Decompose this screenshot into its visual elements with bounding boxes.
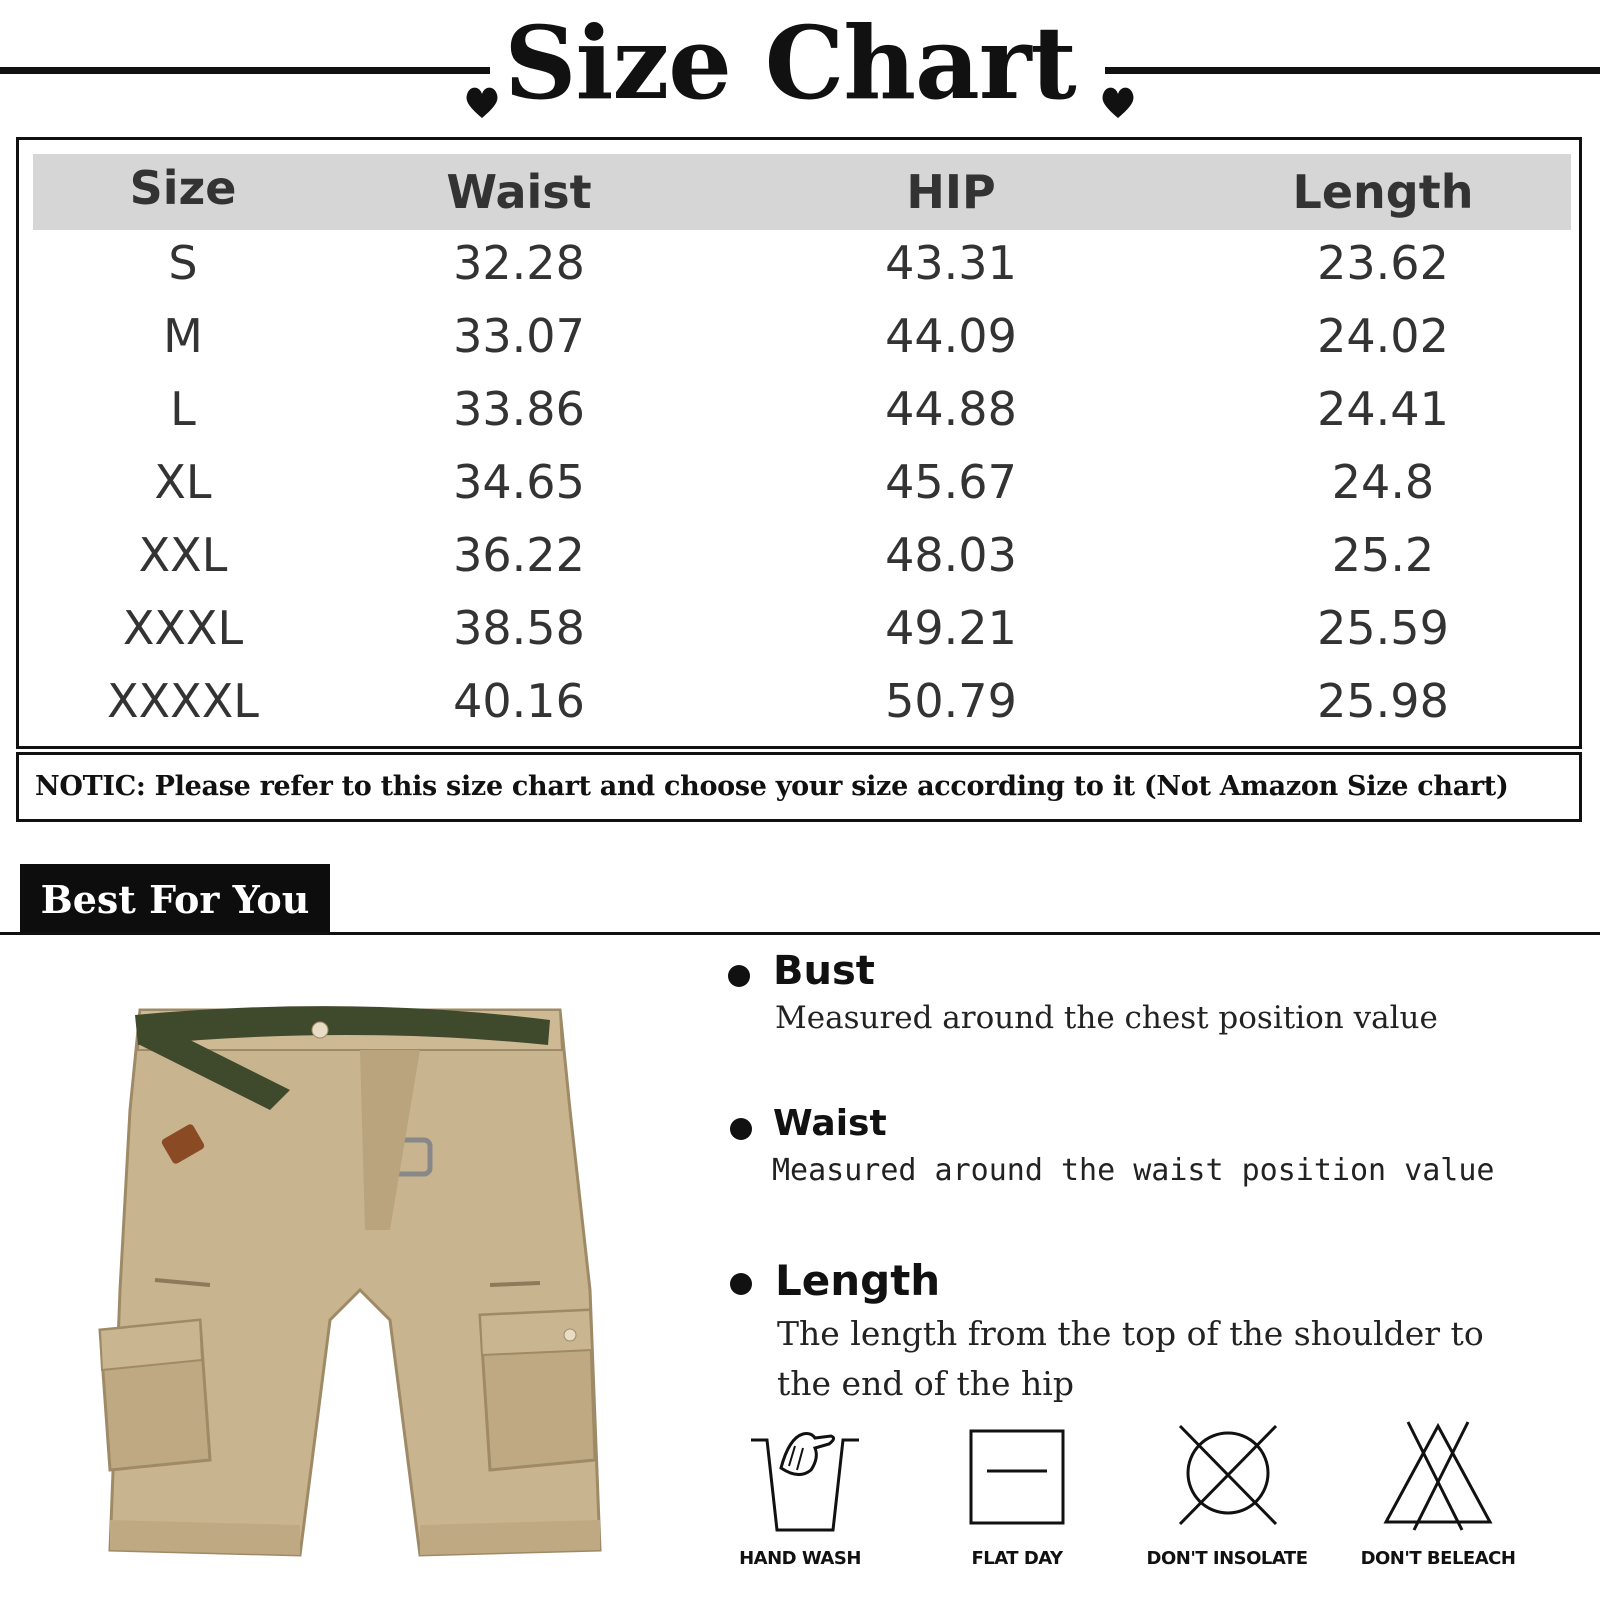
- cell-hip: 50.79: [885, 674, 1017, 728]
- cell-size: XXL: [138, 528, 228, 582]
- flat-dry-icon: [963, 1423, 1083, 1543]
- dont-insolate-label: DON'T INSOLATE: [1146, 1548, 1308, 1569]
- table-header-row: [33, 154, 1571, 230]
- bullet-icon: [730, 1118, 752, 1140]
- cell-hip: 44.88: [885, 382, 1017, 436]
- cell-waist: 33.07: [453, 309, 585, 363]
- dont-bleach-icon: [1378, 1418, 1498, 1538]
- cell-hip: 45.67: [885, 455, 1017, 509]
- best-for-you-tab: Best For You: [20, 864, 330, 934]
- size-table: [16, 137, 1582, 749]
- cell-length: 23.62: [1317, 236, 1449, 290]
- cell-hip: 49.21: [885, 601, 1017, 655]
- column-header-waist: Waist: [446, 165, 592, 219]
- cell-hip: 43.31: [885, 236, 1017, 290]
- cell-hip: 44.09: [885, 309, 1017, 363]
- cell-length: 25.98: [1317, 674, 1449, 728]
- cell-waist: 36.22: [453, 528, 585, 582]
- cell-size: XL: [154, 455, 212, 509]
- cell-size: M: [163, 309, 203, 363]
- cell-waist: 32.28: [453, 236, 585, 290]
- column-header-length: Length: [1292, 165, 1474, 219]
- table-row: [33, 449, 1571, 515]
- table-row: [33, 668, 1571, 734]
- measure-desc-length-line2: the end of the hip: [777, 1364, 1074, 1403]
- cell-length: 24.02: [1317, 309, 1449, 363]
- cell-size: XXXL: [122, 601, 244, 655]
- flat-dry-label: FLAT DAY: [971, 1548, 1063, 1569]
- measure-title-waist: Waist: [773, 1103, 887, 1144]
- table-row: [33, 376, 1571, 442]
- cell-waist: 33.86: [453, 382, 585, 436]
- page-title: Size Chart: [504, 4, 1076, 122]
- heart-icon-right: [1098, 82, 1138, 122]
- hand-wash-label: HAND WASH: [739, 1548, 861, 1569]
- measure-title-length: Length: [775, 1256, 941, 1305]
- measure-title-bust: Bust: [773, 948, 875, 994]
- cell-length: 25.2: [1331, 528, 1435, 582]
- cell-size: L: [170, 382, 196, 436]
- hand-wash-icon: [745, 1418, 865, 1538]
- measure-desc-length-line1: The length from the top of the shoulder to: [777, 1314, 1484, 1353]
- size-notice: NOTIC: Please refer to this size chart and choose your size according to it (Not Amazon Size chart): [16, 752, 1582, 822]
- measure-desc-waist: Measured around the waist position value: [772, 1153, 1495, 1188]
- dont-insolate-icon: [1168, 1418, 1288, 1538]
- cell-size: S: [168, 236, 198, 290]
- cell-waist: 40.16: [453, 674, 585, 728]
- table-row: [33, 230, 1571, 296]
- column-header-hip: HIP: [906, 165, 996, 219]
- section-divider: [0, 932, 1600, 935]
- cell-waist: 34.65: [453, 455, 585, 509]
- table-row: [33, 595, 1571, 661]
- cell-length: 24.41: [1317, 382, 1449, 436]
- bullet-icon: [728, 965, 750, 987]
- cell-length: 24.8: [1331, 455, 1435, 509]
- cargo-shorts-image: [90, 990, 630, 1560]
- header-rule-left: [0, 67, 490, 74]
- bullet-icon: [730, 1273, 752, 1295]
- cell-hip: 48.03: [885, 528, 1017, 582]
- cell-waist: 38.58: [453, 601, 585, 655]
- table-row: [33, 303, 1571, 369]
- header-rule-right: [1105, 67, 1600, 74]
- heart-icon-left: [462, 82, 502, 122]
- cell-length: 25.59: [1317, 601, 1449, 655]
- table-row: [33, 522, 1571, 588]
- cell-size: XXXXL: [107, 674, 259, 728]
- measure-desc-bust: Measured around the chest position value: [775, 1000, 1438, 1036]
- dont-bleach-label: DON'T BELEACH: [1360, 1548, 1516, 1569]
- column-header-size: Size: [129, 161, 237, 215]
